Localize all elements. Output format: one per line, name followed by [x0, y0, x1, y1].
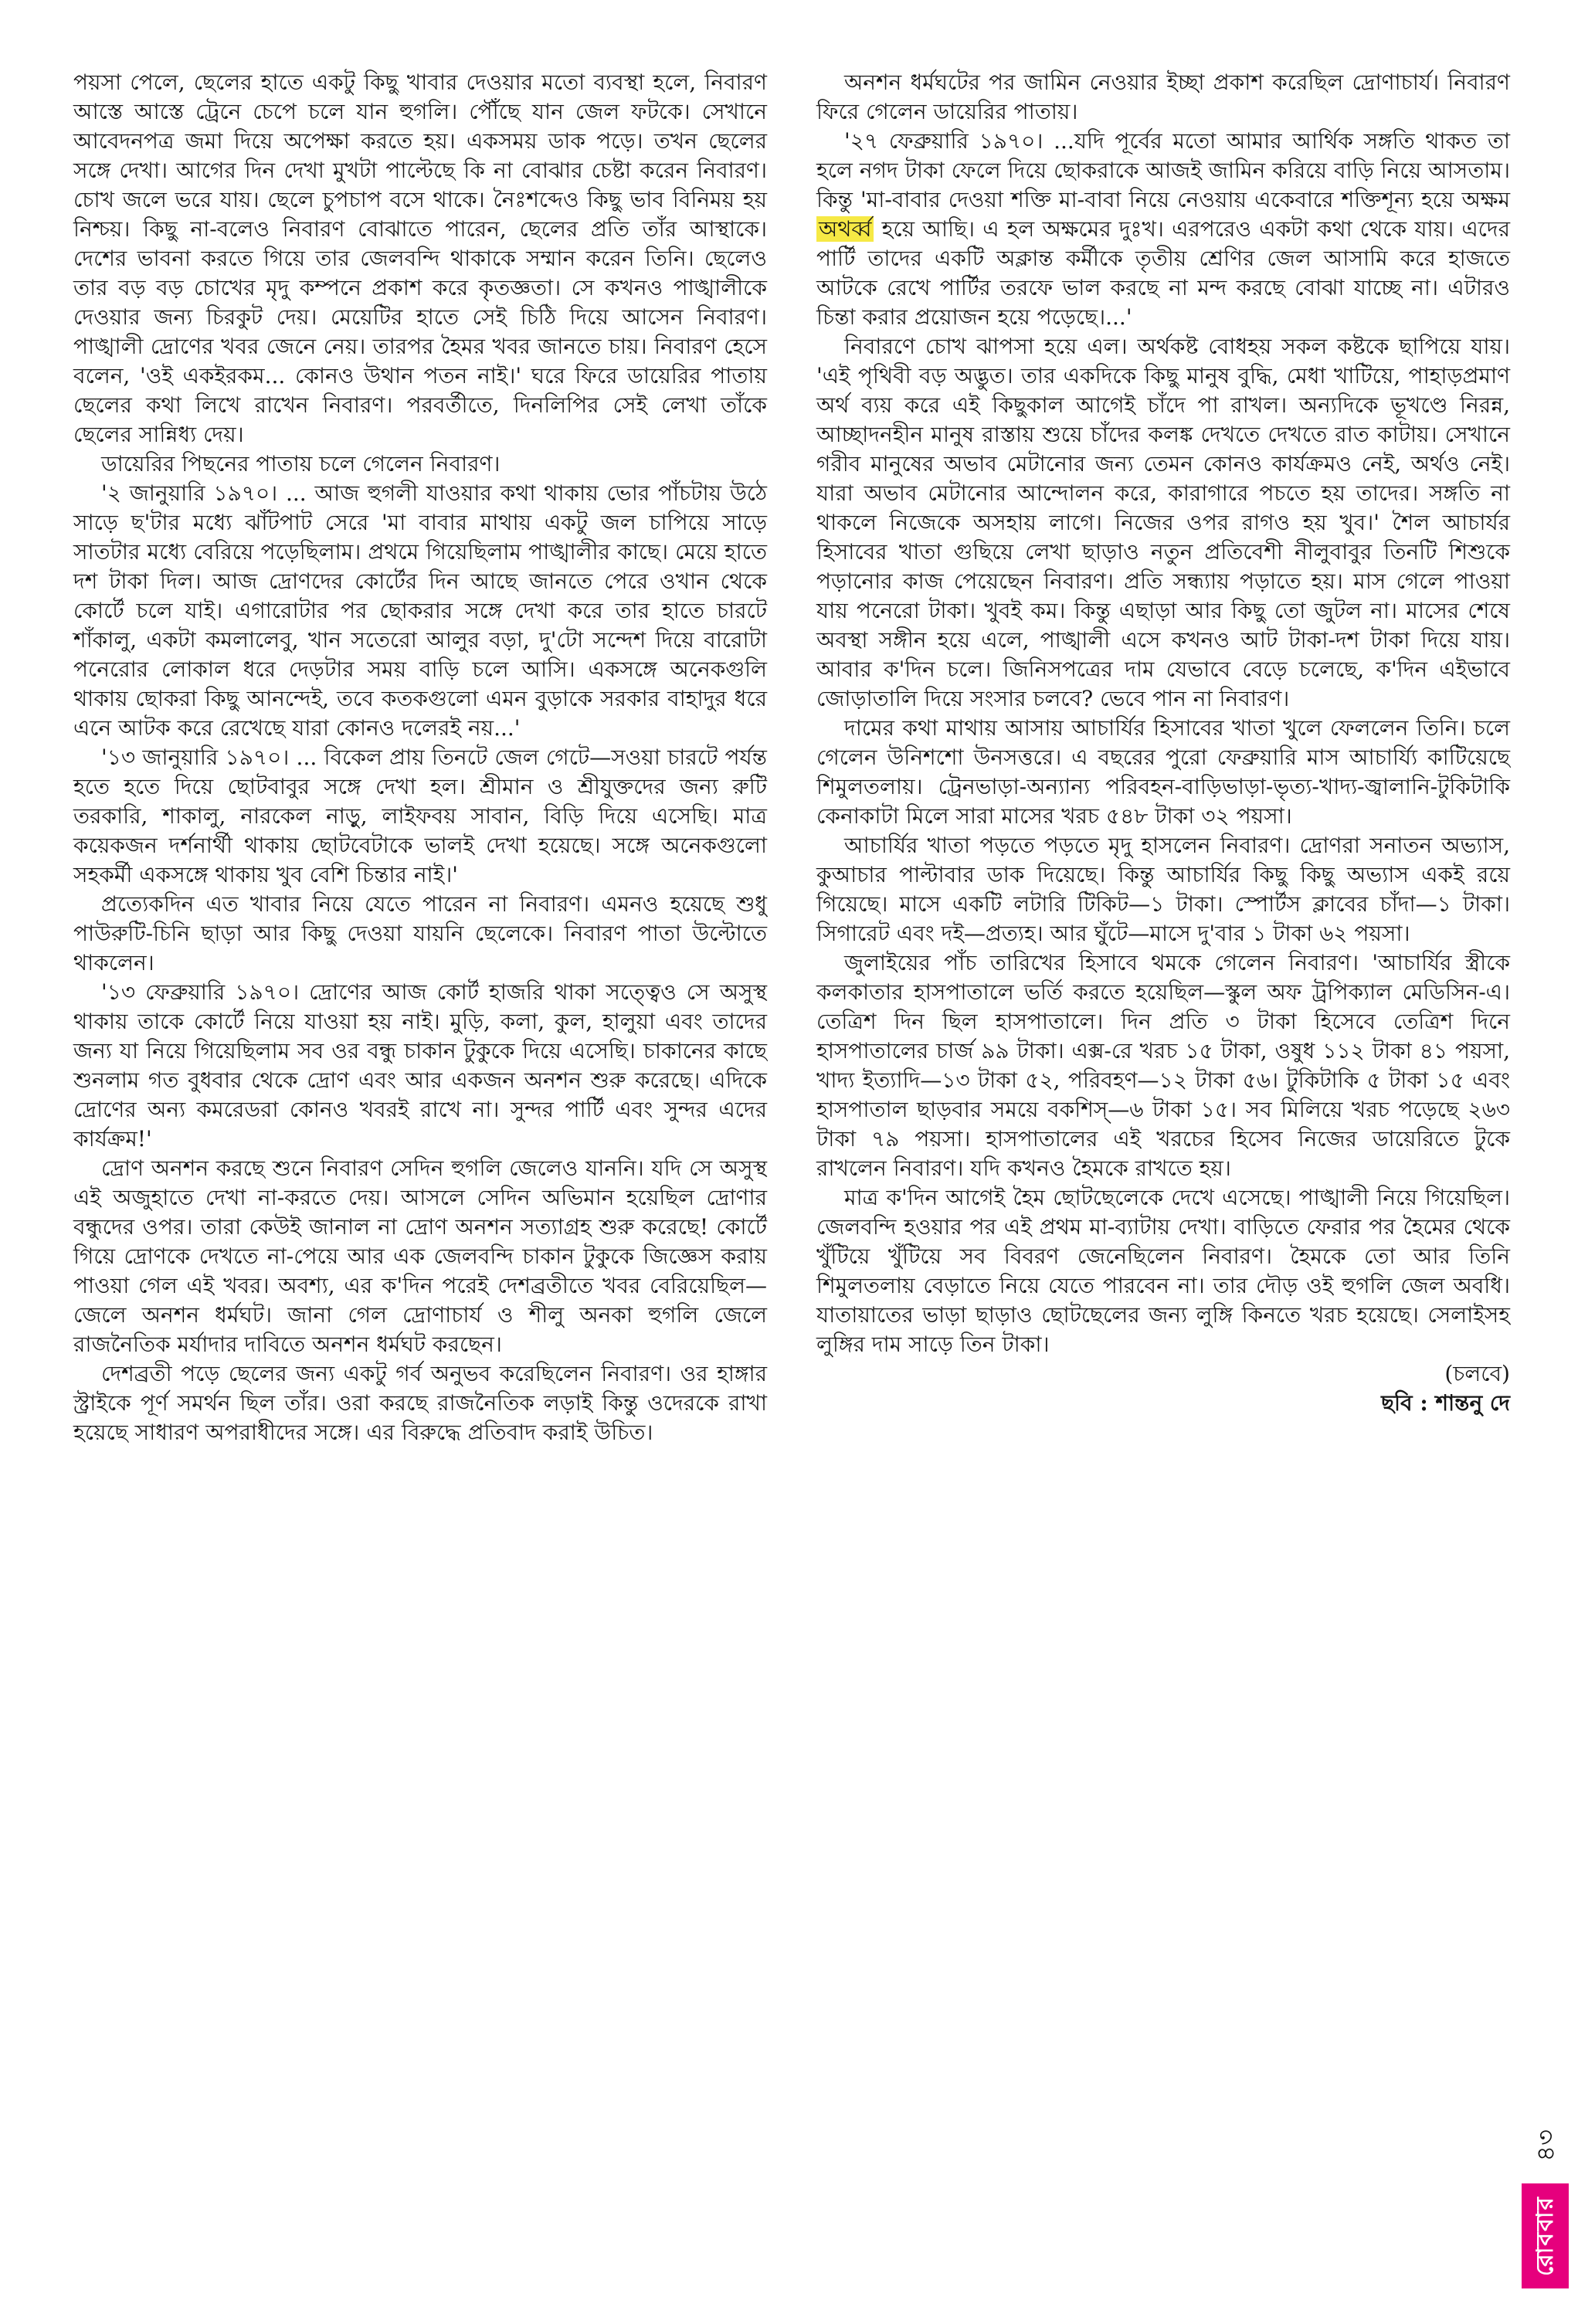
- paragraph: জুলাইয়ের পাঁচ তারিখের হিসাবে থমকে গেলেন নিবারণ। 'আচার্যির স্ত্রীকে কলকাতার হাসপাতালে ভর্তি করতে হয়েছিল—স্কুল অফ ট্রপিক্যাল মেডিসিন-এ। তেত্রিশ দিন ছিল হাসপাতালে। দিন প্রতি ৩ টাকা হিসেবে তেত্রিশ দিনে হাসপাতালের চার্জ ৯৯ টাকা। এক্স-রে খরচ ১৫ টাকা, ওষুধ ১১২ টাকা ৪১ পয়সা, খাদ্য ইত্যাদি—১৩ টাকা ৫২, পরিবহণ—১২ টাকা ৫৬। টুকিটাকি ৫ টাকা ১৫ এবং হাসপাতাল ছাড়বার সময়ে বকশিস্—৬ টাকা ১৫। সব মিলিয়ে খরচ পড়েছে ২৬৩ টাকা ৭৯ পয়সা। হাসপাতালের এই খরচের হিসেব নিজের ডায়েরিতে টুকে রাখলেন নিবারণ। যদি কখনও হৈমকে রাখতে হয়।: [816, 950, 1510, 1181]
- paragraph: অনশন ধর্মঘটের পর জামিন নেওয়ার ইচ্ছা প্রকাশ করেছিল দ্রোণাচার্য। নিবারণ ফিরে গেলেন ডায়েরির পাতায়।: [816, 70, 1510, 124]
- paragraph: দেশব্রতী পড়ে ছেলের জন্য একটু গর্ব অনুভব করেছিলেন নিবারণ। ওর হাঙ্গার স্ট্রাইকে পূর্ণ সমর্থন ছিল তাঁর। ওরা করছে রাজনৈতিক লড়াই কিন্তু ওদেরকে রাখা হয়েছে সাধারণ অপরাধীদের সঙ্গে। এর বিরুদ্ধে প্রতিবাদ করাই উচিত।: [73, 1361, 767, 1445]
- to-be-continued: (চলবে): [1444, 1361, 1510, 1386]
- paragraph: '১৩ জানুয়ারি ১৯৭০। ... বিকেল প্রায় তিনটে জেল গেটে—সওয়া চারটে পর্যন্ত হতে হতে দিয়ে ছোটবাবুর সঙ্গে দেখা হল। শ্রীমান ও শ্রীযুক্তদের জন্য রুটি তরকারি, শাকালু, নারকেল নাড়ু, লাইফবয় সাবান, বিড়ি দিয়ে এসেছি। মাত্র কয়েকজন দর্শনার্থী থাকায় ছোটবেটাকে ভালই দেখা হয়েছে। সঙ্গে অনেকগুলো সহকর্মী একসঙ্গে থাকায় খুব বেশি চিন্তার নাই।': [73, 745, 767, 887]
- paragraph: '২ জানুয়ারি ১৯৭০। ... আজ হুগলী যাওয়ার কথা থাকায় ভোর পাঁচটায় উঠে সাড়ে ছ'টার মধ্যে ঝাঁটপাট সেরে 'মা বাবার মাথায় একটু জল চাপিয়ে সাড়ে সাতটার মধ্যে বেরিয়ে পড়েছিলাম। প্রথমে গিয়েছিলাম পাঙ্খালীর কাছে। মেয়ে হাতে দশ টাকা দিল। আজ দ্রোণদের কোর্টের দিন আছে জানতে পেরে ওখান থেকে কোর্টে চলে যাই। এগারোটার পর ছোকরার সঙ্গে দেখা করে তার হাতে চারটে শাঁকালু, একটা কমলালেবু, খান সতেরো আলুর বড়া, দু'টো সন্দেশ দিয়ে বারোটা পনেরোর লোকাল ধরে দেড়টার সময় বাড়ি চলে আসি। একসঙ্গে অনেকগুলি থাকায় ছোকরা কিছু আনন্দেই, তবে কতকগুলো এমন বুড়াকে সরকার বাহাদুর ধরে এনে আটক করে রেখেছে যারা কোনও দলেরই নয়...': [73, 480, 767, 741]
- paragraph: দামের কথা মাথায় আসায় আচার্যির হিসাবের খাতা খুলে ফেললেন তিনি। চলে গেলেন উনিশশো উনসত্তরে। এ বছরের পুরো ফেব্রুয়ারি মাস আচার্য্যি কাটিয়েছে শিমুলতলায়। ট্রেনভাড়া-অন্যান্য পরিবহন-বাড়িভাড়া-ভৃত্য-খাদ্য-জ্বালানি-টুকিটাকি কেনাকাটা মিলে সারা মাসের খরচ ৫৪৮ টাকা ৩২ পয়সা।: [816, 715, 1510, 829]
- right-column: [816, 68, 1510, 1447]
- paragraph: ডায়েরির পিছনের পাতায় চলে গেলেন নিবারণ।: [101, 451, 501, 477]
- highlighted-word: অথর্ব্ব: [816, 216, 874, 242]
- paragraph: '১৩ ফেব্রুয়ারি ১৯৭০। দ্রোণের আজ কোর্ট হাজরি থাকা সত্ত্বেও সে অসুস্থ থাকায় তাকে কোর্টে নিয়ে যাওয়া হয় নাই। মুড়ি, কলা, কুল, হালুয়া এবং তাদের জন্য যা নিয়ে গিয়েছিলাম সব ওর বন্ধু চাকান টুকুকে দিয়ে এসেছি। চাকানের কাছে শুনলাম গত বুধবার থেকে দ্রোণ এবং আর একজন অনশন শুরু করেছে। এদিকে দ্রোণের অন্য কমরেডরা কোনও খবরই রাখে না। সুন্দর পার্টি এবং সুন্দর এদের কার্যক্রম!': [73, 979, 767, 1152]
- magazine-masthead: রোববার: [1522, 2183, 1569, 2288]
- paragraph: প্রত্যেকদিন এত খাবার নিয়ে যেতে পারেন না নিবারণ। এমনও হয়েছে শুধু পাউরুটি-চিনি ছাড়া আর কিছু দেওয়া যায়নি ছেলেকে। নিবারণ পাতা উল্টোতে থাকলেন।: [73, 891, 767, 975]
- text-columns: [73, 68, 1510, 1447]
- paragraph: দ্রোণ অনশন করছে শুনে নিবারণ সেদিন হুগলি জেলেও যাননি। যদি সে অসুস্থ এই অজুহাতে দেখা না-করতে দেয়। আসলে সেদিন অভিমান হয়েছিল দ্রোণার বন্ধুদের ওপর। তারা কেউই জানাল না দ্রোণ অনশন সত্যাগ্রহ শুরু করেছে! কোর্টে গিয়ে দ্রোণকে দেখতে না-পেয়ে আর এক জেলবন্দি চাকান টুকুকে জিজ্ঞেস করায় পাওয়া গেল এই খবর। অবশ্য, এর ক'দিন পরেই দেশব্রতীতে খবর বেরিয়েছিল—জেলে অনশন ধর্মঘট। জানা গেল দ্রোণাচার্য ও শীলু অনকা হুগলি জেলে রাজনৈতিক মর্যাদার দাবিতে অনশন ধর্মঘট করছেন।: [73, 1155, 767, 1357]
- left-column: [73, 68, 767, 1447]
- page-edge-strip: [1522, 2129, 1569, 2288]
- paragraph: '২৭ ফেব্রুয়ারি ১৯৭০। ...যদি পূর্বের মতো আমার আর্থিক সঙ্গতি থাকত তা হলে নগদ টাকা ফেলে দিয়ে ছোকরাকে আজই জামিন করিয়ে বাড়ি নিয়ে আসতাম। কিন্তু 'মা-বাবার দেওয়া শক্তি মা-বাবা নিয়ে নেওয়ায় একেবারে শক্তিশূন্য হয়ে অক্ষম অথর্ব্ব হয়ে আছি। এ হল অক্ষমের দুঃখ। এরপরেও একটা কথা থেকে যায়। এদের পার্টি তাদের একটি অক্লান্ত কর্মীকে তৃতীয় শ্রেণির জেল আসামি করে হাজতে আটকে রেখে পার্টির তরফে ভাল করছে না মন্দ করছে বোঝা যাচ্ছে না। এটারও চিন্তা করার প্রয়োজন হয়ে পড়েছে।...': [816, 128, 1510, 330]
- photo-credit: ছবি : শান্তনু দে: [1381, 1390, 1510, 1416]
- paragraph: পয়সা পেলে, ছেলের হাতে একটু কিছু খাবার দেওয়ার মতো ব্যবস্থা হলে, নিবারণ আস্তে আস্তে ট্রেনে চেপে চলে যান হুগলি। পৌঁছে যান জেল ফটকে। সেখানে আবেদনপত্র জমা দিয়ে অপেক্ষা করতে হয়। একসময় ডাক পড়ে। তখন ছেলের সঙ্গে দেখা। আগের দিন দেখা মুখটা পাল্টেছে কি না বোঝার চেষ্টা করেন নিবারণ। চোখ জলে ভরে যায়। ছেলে চুপচাপ বসে থাকে। নৈঃশব্দেও কিছু ভাব বিনিময় হয় নিশ্চয়। কিছু না-বলেও নিবারণ বোঝাতে পারেন, ছেলের প্রতি তাঁর আস্থাকে। দেশের ভাবনা করতে গিয়ে তার জেলবন্দি থাকাকে সম্মান করেন তিনি। ছেলেও তার বড় বড় চোখের মৃদু কম্পনে প্রকাশ করে কৃতজ্ঞতা। সে কখনও পাঙ্খালীকে দেওয়ার জন্য চিরকুট দেয়। মেয়েটির হাতে সেই চিঠি দিয়ে আসেন নিবারণ। পাঙ্খালী দ্রোণের খবর জেনে নেয়। তারপর হৈমর খবর জানতে চায়। নিবারণ হেসে বলেন, 'ওই একইরকম... কোনও উথান পতন নাই।' ঘরে ফিরে ডায়েরির পাতায় ছেলের কথা লিখে রাখেন নিবারণ। পরবর্তীতে, দিনলিপির সেই লেখা তাঁকে ছেলের সান্নিধ্য দেয়।: [73, 70, 767, 447]
- paragraph: মাত্র ক'দিন আগেই হৈম ছোটছেলেকে দেখে এসেছে। পাঙ্খালী নিয়ে গিয়েছিল। জেলবন্দি হওয়ার পর এই প্রথম মা-ব্যাটায় দেখা। বাড়িতে ফেরার পর হৈমের থেকে খুঁটিয়ে খুঁটিয়ে সব বিবরণ জেনেছিলেন নিবারণ। হৈমকে তো আর তিনি শিমুলতলায় বেড়াতে নিয়ে যেতে পারবেন না। তার দৌড় ওই হুগলি জেল অবধি। যাতায়াতের ভাড়া ছাড়াও ছোটছেলের জন্য লুঙ্গি কিনতে খরচ হয়েছে। সেলাইসহ লুঙ্গির দাম সাড়ে তিন টাকা।: [816, 1185, 1510, 1357]
- page-number: ৪৩: [1530, 2129, 1560, 2163]
- right-paragraphs: [816, 68, 1510, 1359]
- paragraph: নিবারণে চোখ ঝাপসা হয়ে এল। অর্থকষ্ট বোধহয় সকল কষ্টকে ছাপিয়ে যায়। 'এই পৃথিবী বড় অদ্ভুত। তার একদিকে কিছু মানুষ বুদ্ধি, মেধা খাটিয়ে, পাহাড়প্রমাণ অর্থ ব্যয় করে এই কিছুকাল আগেই চাঁদে পা রাখল। অন্যদিকে ভূখণ্ডে নিরন্ন, আচ্ছাদনহীন মানুষ রাস্তায় শুয়ে চাঁদের কলঙ্ক দেখতে দেখতে রাত কাটায়। সেখানে গরীব মানুষের অভাব মেটানোর জন্য তেমন কোনও কার্যক্রমও নেই, অর্থও নেই। যারা অভাব মেটানোর আন্দোলন করে, কারাগারে পচতে হয় তাদের। সঙ্গতি না থাকলে নিজেকে অসহায় লাগে। নিজের ওপর রাগও হয় খুব।' শৈল আচার্যর হিসাবের খাতা গুছিয়ে লেখা ছাড়াও নতুন প্রতিবেশী নীলুবাবুর তিনটি শিশুকে পড়ানোর কাজ পেয়েছেন নিবারণ। প্রতি সন্ধ্যায় পড়াতে হয়। মাস গেলে পাওয়া যায় পনেরো টাকা। খুবই কম। কিন্তু এছাড়া আর কিছু তো জুটল না। মাসের শেষে অবস্থা সঙ্গীন হয়ে এলে, পাঙ্খালী এসে কখনও আট টাকা-দশ টাকা দিয়ে যায়। আবার ক'দিন চলে। জিনিসপত্রের দাম যেভাবে বেড়ে চলেছে, ক'দিন এইভাবে জোড়াতালি দিয়ে সংসার চলবে? ভেবে পান না নিবারণ।: [816, 334, 1510, 711]
- paragraph: আচার্যির খাতা পড়তে পড়তে মৃদু হাসলেন নিবারণ। দ্রোণরা সনাতন অভ্যাস, কুআচার পাল্টাবার ডাক দিয়েছে। কিন্তু আচার্যির কিছু কিছু অভ্যাস একই রয়ে গিয়েছে। মাসে একটি লটারি টিকিট—১ টাকা। স্পোর্টস ক্লাবের চাঁদা—১ টাকা। সিগারেট এবং দই—প্রত্যহ। আর ঘুঁটে—মাসে দু'বার ১ টাকা ৬২ পয়সা।: [816, 833, 1511, 946]
